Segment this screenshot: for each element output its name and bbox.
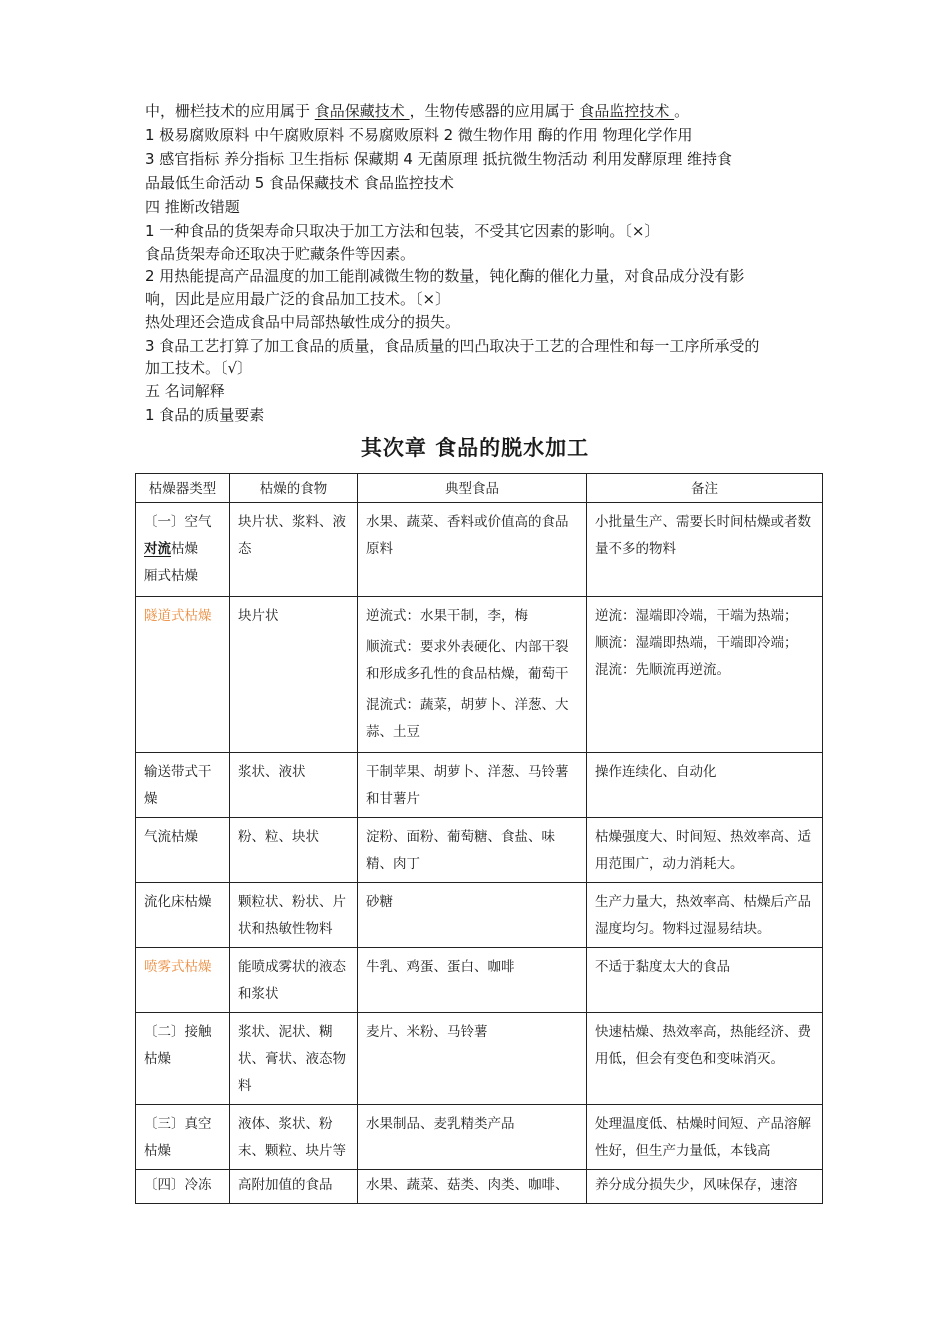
column-header: 枯燥的食物 — [230, 474, 358, 503]
dryer-type: 〔一〕空气 — [144, 514, 212, 530]
column-header: 典型食品 — [358, 474, 587, 503]
note-cell: 养分成分损失少，风味保存，速溶 — [587, 1170, 823, 1204]
column-header: 枯燥器类型 — [136, 474, 230, 503]
typical-food-cell: 水果、蔬菜、菇类、肉类、咖啡、 — [358, 1170, 587, 1204]
chapter-title: 其次章 食品的脱水加工 — [360, 436, 590, 460]
food-cell: 高附加值的食品 — [230, 1170, 358, 1204]
typical-food-item: 逆流式：水果干制，李，梅 — [366, 608, 528, 624]
typical-food-cell: 麦片、米粉、马铃薯 — [358, 1013, 587, 1105]
note-item: 逆流：湿端即冷端，干端为热端； — [595, 608, 798, 624]
table-row — [136, 948, 823, 1013]
food-cell: 浆状、泥状、糊状、膏状、液态物料 — [230, 1013, 358, 1105]
note-cell: 操作连续化、自动化 — [587, 753, 823, 818]
note-item: 顺流：湿端即热端，干端即冷端； — [595, 635, 798, 651]
dryer-type-cell: 隧道式枯燥 — [136, 597, 230, 753]
note-cell: 不适于黏度太大的食品 — [587, 948, 823, 1013]
dryer-type-cell: 〔三〕真空枯燥 — [136, 1105, 230, 1170]
food-cell: 粉、粒、块状 — [230, 818, 358, 883]
typical-food-cell: 砂糖 — [358, 883, 587, 948]
dryer-type-cell: 〔四〕冷冻 — [136, 1170, 230, 1204]
dryer-type-cell: 流化床枯燥 — [136, 883, 230, 948]
table-row — [136, 1170, 823, 1204]
emphasis-text: 对流 — [144, 541, 171, 557]
text-segment: ，生物传感器的应用属于 — [409, 102, 580, 120]
note-item: 混流：先顺流再逆流。 — [595, 662, 730, 678]
dryer-type-cell: 喷雾式枯燥 — [136, 948, 230, 1013]
answer-line-4: 品最低生命活动 5 食品保藏技术 食品监控技术 — [145, 174, 454, 192]
term-1: 1 食品的质量要素 — [145, 406, 265, 424]
table-row — [136, 883, 823, 948]
table-row — [136, 503, 823, 597]
food-cell: 块片状、浆料、液态 — [230, 503, 358, 597]
food-cell: 颗粒状、粉状、片状和热敏性物料 — [230, 883, 358, 948]
dryer-type-cell: 输送带式干燥 — [136, 753, 230, 818]
answer-line-3: 3 感官指标 养分指标 卫生指标 保藏期 4 无菌原理 抵抗微生物活动 利用发酵原理 维持食 — [145, 150, 733, 168]
note-cell: 生产力量大，热效率高、枯燥后产品湿度均匀。物料过湿易结块。 — [587, 883, 823, 948]
typical-food-cell: 淀粉、面粉、葡萄糖、食盐、味精、肉丁 — [358, 818, 587, 883]
dryer-type — [144, 536, 221, 563]
note-cell: 枯燥强度大、时间短、热效率高、适用范围广，动力消耗大。 — [587, 818, 823, 883]
food-cell: 块片状 — [230, 597, 358, 753]
typical-food-item: 顺流式：要求外表硬化、内部干裂和形成多孔性的食品枯燥，葡萄干 — [366, 639, 569, 682]
question-2-line-2: 响，因此是应用最广泛的食品加工技术。〔×〕 — [145, 290, 451, 308]
note-cell: 小批量生产、需要长时间枯燥或者数量不多的物料 — [587, 503, 823, 597]
typical-food-cell: 干制苹果、胡萝卜、洋葱、马铃薯和甘薯片 — [358, 753, 587, 818]
table-header-row — [136, 474, 823, 503]
dryer-type: 厢式枯燥 — [144, 568, 198, 584]
table-row — [136, 753, 823, 818]
section-heading: 五 名词解释 — [145, 382, 225, 400]
fill-blank-answer: 食品监控技术 — [579, 102, 675, 120]
fill-blank-answer: 食品保藏技术 — [314, 102, 410, 120]
answer-2: 热处理还会造成食品中局部热敏性成分的损失。 — [145, 313, 461, 331]
text-segment: 中，栅栏技术的应用属于 — [145, 102, 315, 120]
table-row — [136, 1013, 823, 1105]
question-3-line-2: 加工技术。〔√〕 — [145, 359, 253, 377]
dryer-type-cell: 气流枯燥 — [136, 818, 230, 883]
answer-line-1 — [145, 101, 689, 121]
typical-food-cell — [358, 597, 587, 753]
table-row — [136, 818, 823, 883]
food-cell: 液体、浆状、粉末、颗粒、块片等 — [230, 1105, 358, 1170]
typical-food-cell: 水果、蔬菜、香料或价值高的食品原料 — [358, 503, 587, 597]
dryer-type-cell: 〔二〕接触枯燥 — [136, 1013, 230, 1105]
dryer-table — [135, 473, 823, 1204]
typical-food-cell: 水果制品、麦乳精类产品 — [358, 1105, 587, 1170]
question-1: 1 一种食品的货架寿命只取决于加工方法和包装，不受其它因素的影响。〔×〕 — [145, 222, 660, 240]
typical-food-item: 混流式：蔬菜，胡萝卜、洋葱、大蒜、土豆 — [366, 697, 569, 740]
section-heading: 四 推断改错题 — [145, 198, 240, 216]
question-2-line-1: 2 用热能提高产品温度的加工能削减微生物的数量，钝化酶的催化力量，对食品成分没有影 — [145, 267, 745, 285]
table-row — [136, 1105, 823, 1170]
text-segment: 。 — [674, 102, 690, 120]
question-3-line-1: 3 食品工艺打算了加工食品的质量，食品质量的凹凸取决于工艺的合理性和每一工序所承受的 — [145, 337, 760, 355]
table-row — [136, 597, 823, 753]
text-segment: 枯燥 — [171, 541, 198, 557]
typical-food-cell: 牛乳、鸡蛋、蛋白、咖啡 — [358, 948, 587, 1013]
answer-1: 食品货架寿命还取决于贮藏条件等因素。 — [145, 245, 416, 263]
answer-line-2: 1 极易腐败原料 中午腐败原料 不易腐败原料 2 微生物作用 酶的作用 物理化学作用 — [145, 126, 693, 144]
dryer-type-cell — [136, 503, 230, 597]
note-cell: 快速枯燥、热效率高，热能经济、费用低，但会有变色和变味消灭。 — [587, 1013, 823, 1105]
food-cell: 能喷成雾状的液态和浆状 — [230, 948, 358, 1013]
note-cell — [587, 597, 823, 753]
note-cell: 处理温度低、枯燥时间短、产品溶解性好，但生产力量低，本钱高 — [587, 1105, 823, 1170]
food-cell: 浆状、液状 — [230, 753, 358, 818]
column-header: 备注 — [587, 474, 823, 503]
